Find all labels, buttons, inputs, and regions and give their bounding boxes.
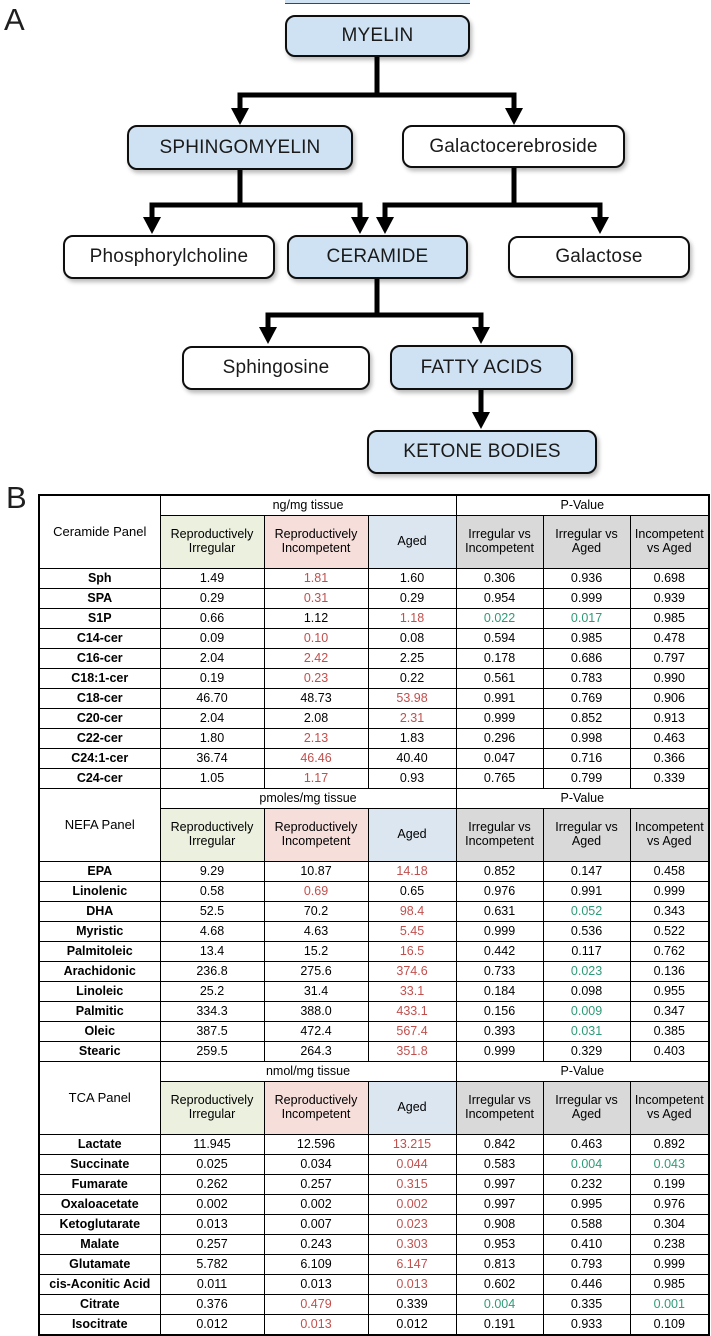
- table-cell: 0.335: [543, 1295, 630, 1315]
- column-header: Irregular vs Aged: [543, 809, 630, 862]
- metabolite-label: C18-cer: [39, 689, 160, 709]
- table-cell: 0.698: [630, 569, 709, 589]
- table-cell: 0.463: [543, 1135, 630, 1155]
- column-header: Reproductively Incompetent: [264, 516, 368, 569]
- table-cell: 40.40: [368, 749, 456, 769]
- table-cell: 0.66: [160, 609, 264, 629]
- table-cell: 13.215: [368, 1135, 456, 1155]
- myelin-metabolism-flowchart: [0, 0, 711, 480]
- table-cell: 9.29: [160, 862, 264, 882]
- table-cell: 0.65: [368, 882, 456, 902]
- table-cell: 2.13: [264, 729, 368, 749]
- table-cell: 15.2: [264, 942, 368, 962]
- table-cell: 53.98: [368, 689, 456, 709]
- table-cell: 0.936: [543, 569, 630, 589]
- flowchart-node-phosphorylcholine: Phosphorylcholine: [63, 235, 275, 279]
- table-row-c24-cer: [39, 769, 709, 789]
- table-cell: 25.2: [160, 982, 264, 1002]
- metabolite-label: C24-cer: [39, 769, 160, 789]
- metabolite-label: Arachidonic: [39, 962, 160, 982]
- table-cell: 236.8: [160, 962, 264, 982]
- table-cell: 0.044: [368, 1155, 456, 1175]
- metabolite-label: Lactate: [39, 1135, 160, 1155]
- table-cell: 0.306: [456, 569, 543, 589]
- table-cell: 0.522: [630, 922, 709, 942]
- table-row-cis-aconitic-acid: [39, 1275, 709, 1295]
- table-cell: 0.842: [456, 1135, 543, 1155]
- table-cell: 0.025: [160, 1155, 264, 1175]
- table-row-c18-1-cer: [39, 669, 709, 689]
- table-cell: 0.588: [543, 1215, 630, 1235]
- table-cell: 0.999: [456, 709, 543, 729]
- table-cell: 5.782: [160, 1255, 264, 1275]
- column-header: Irregular vs Incompetent: [456, 809, 543, 862]
- table-row-oxaloacetate: [39, 1195, 709, 1215]
- table-cell: 4.63: [264, 922, 368, 942]
- table-cell: 31.4: [264, 982, 368, 1002]
- table-cell: 388.0: [264, 1002, 368, 1022]
- table-cell: 264.3: [264, 1042, 368, 1062]
- table-cell: 0.023: [543, 962, 630, 982]
- table-cell: 0.304: [630, 1215, 709, 1235]
- table-cell: 0.178: [456, 649, 543, 669]
- table-cell: 0.793: [543, 1255, 630, 1275]
- table-cell: 0.999: [543, 589, 630, 609]
- flowchart-node-sphingosine: Sphingosine: [182, 346, 370, 390]
- table-cell: 0.08: [368, 629, 456, 649]
- metabolite-label: S1P: [39, 609, 160, 629]
- pvalue-header-nefa-panel: P-Value: [456, 789, 709, 809]
- table-cell: 0.783: [543, 669, 630, 689]
- unit-header-nefa-panel: pmoles/mg tissue: [160, 789, 456, 809]
- table-cell: 374.6: [368, 962, 456, 982]
- table-cell: 0.004: [543, 1155, 630, 1175]
- table-row-ketoglutarate: [39, 1215, 709, 1235]
- table-cell: 0.343: [630, 902, 709, 922]
- table-cell: 0.013: [160, 1215, 264, 1235]
- table-cell: 0.403: [630, 1042, 709, 1062]
- table-cell: 0.23: [264, 669, 368, 689]
- table-cell: 0.191: [456, 1315, 543, 1336]
- table-cell: 0.976: [456, 882, 543, 902]
- table-row-lactate: [39, 1135, 709, 1155]
- column-header: Aged: [368, 809, 456, 862]
- table-cell: 0.339: [630, 769, 709, 789]
- table-cell: 2.08: [264, 709, 368, 729]
- table-cell: 98.4: [368, 902, 456, 922]
- table-cell: 46.46: [264, 749, 368, 769]
- table-cell: 0.002: [368, 1195, 456, 1215]
- table-row-c16-cer: [39, 649, 709, 669]
- table-cell: 0.955: [630, 982, 709, 1002]
- table-cell: 0.013: [368, 1275, 456, 1295]
- table-cell: 0.999: [456, 1042, 543, 1062]
- table-row-fumarate: [39, 1175, 709, 1195]
- table-cell: 0.257: [264, 1175, 368, 1195]
- metabolite-label: Stearic: [39, 1042, 160, 1062]
- table-cell: 0.852: [543, 709, 630, 729]
- panel-label-tca-panel: TCA Panel: [39, 1062, 160, 1135]
- panel-b-label: B: [6, 480, 27, 515]
- table-cell: 0.892: [630, 1135, 709, 1155]
- table-cell: 33.1: [368, 982, 456, 1002]
- table-cell: 0.031: [543, 1022, 630, 1042]
- table-cell: 14.18: [368, 862, 456, 882]
- table-cell: 0.906: [630, 689, 709, 709]
- table-row-linoleic: [39, 982, 709, 1002]
- table-cell: 0.953: [456, 1235, 543, 1255]
- column-header: Irregular vs Aged: [543, 516, 630, 569]
- table-cell: 1.80: [160, 729, 264, 749]
- table-cell: 0.012: [368, 1315, 456, 1336]
- table-cell: 0.366: [630, 749, 709, 769]
- table-cell: 0.29: [160, 589, 264, 609]
- table-cell: 0.999: [456, 922, 543, 942]
- table-cell: 0.043: [630, 1155, 709, 1175]
- table-cell: 0.19: [160, 669, 264, 689]
- table-cell: 0.913: [630, 709, 709, 729]
- table-cell: 0.479: [264, 1295, 368, 1315]
- table-cell: 0.954: [456, 589, 543, 609]
- table-cell: 0.117: [543, 942, 630, 962]
- metabolite-label: Citrate: [39, 1295, 160, 1315]
- table-cell: 351.8: [368, 1042, 456, 1062]
- column-header: Irregular vs Aged: [543, 1082, 630, 1135]
- table-cell: 48.73: [264, 689, 368, 709]
- table-cell: 0.022: [456, 609, 543, 629]
- table-row-epa: [39, 862, 709, 882]
- table-row-c14-cer: [39, 629, 709, 649]
- flowchart-node-galactocerebroside: Galactocerebroside: [402, 125, 625, 168]
- table-cell: 0.09: [160, 629, 264, 649]
- table-row-glutamate: [39, 1255, 709, 1275]
- table-cell: 36.74: [160, 749, 264, 769]
- table-cell: 0.716: [543, 749, 630, 769]
- table-row-succinate: [39, 1155, 709, 1175]
- table-cell: 0.184: [456, 982, 543, 1002]
- table-cell: 0.002: [264, 1195, 368, 1215]
- metabolite-label: DHA: [39, 902, 160, 922]
- table-cell: 1.49: [160, 569, 264, 589]
- flowchart-node-ceramide: CERAMIDE: [287, 235, 468, 279]
- table-cell: 0.376: [160, 1295, 264, 1315]
- column-header: Aged: [368, 516, 456, 569]
- table-cell: 0.733: [456, 962, 543, 982]
- table-cell: 0.243: [264, 1235, 368, 1255]
- table-cell: 0.136: [630, 962, 709, 982]
- table-cell: 12.596: [264, 1135, 368, 1155]
- table-cell: 0.93: [368, 769, 456, 789]
- table-row-citrate: [39, 1295, 709, 1315]
- table-row-stearic: [39, 1042, 709, 1062]
- table-cell: 0.147: [543, 862, 630, 882]
- table-cell: 0.985: [543, 629, 630, 649]
- table-cell: 16.5: [368, 942, 456, 962]
- table-cell: 0.004: [456, 1295, 543, 1315]
- table-cell: 2.42: [264, 649, 368, 669]
- table-cell: 0.997: [456, 1175, 543, 1195]
- table-cell: 0.939: [630, 589, 709, 609]
- table-cell: 0.769: [543, 689, 630, 709]
- table-cell: 0.232: [543, 1175, 630, 1195]
- table-cell: 0.991: [543, 882, 630, 902]
- table-row-linolenic: [39, 882, 709, 902]
- table-row-palmitoleic: [39, 942, 709, 962]
- flowchart-node-sphingomyelin: SPHINGOMYELIN: [127, 125, 353, 170]
- metabolite-label: Linoleic: [39, 982, 160, 1002]
- metabolite-label: cis-Aconitic Acid: [39, 1275, 160, 1295]
- table-cell: 0.156: [456, 1002, 543, 1022]
- table-row-arachidonic: [39, 962, 709, 982]
- table-cell: 0.765: [456, 769, 543, 789]
- metabolite-label: C24:1-cer: [39, 749, 160, 769]
- table-cell: 0.347: [630, 1002, 709, 1022]
- table-row-palmitic: [39, 1002, 709, 1022]
- metabolite-data-table: [38, 494, 710, 1336]
- table-cell: 0.013: [264, 1315, 368, 1336]
- table-row-c24-1-cer: [39, 749, 709, 769]
- table-row-isocitrate: [39, 1315, 709, 1336]
- table-cell: 0.013: [264, 1275, 368, 1295]
- table-cell: 1.12: [264, 609, 368, 629]
- metabolite-label: Linolenic: [39, 882, 160, 902]
- table-cell: 10.87: [264, 862, 368, 882]
- column-header: Reproductively Irregular: [160, 516, 264, 569]
- table-cell: 0.762: [630, 942, 709, 962]
- table-cell: 2.04: [160, 649, 264, 669]
- column-header: Irregular vs Incompetent: [456, 1082, 543, 1135]
- flowchart-node-fatty-acids: FATTY ACIDS: [390, 345, 573, 390]
- table-cell: 0.995: [543, 1195, 630, 1215]
- table-cell: 0.58: [160, 882, 264, 902]
- table-cell: 0.047: [456, 749, 543, 769]
- table-cell: 0.999: [630, 1255, 709, 1275]
- table-cell: 0.999: [630, 882, 709, 902]
- table-cell: 0.998: [543, 729, 630, 749]
- table-cell: 6.147: [368, 1255, 456, 1275]
- table-row-dha: [39, 902, 709, 922]
- table-cell: 0.29: [368, 589, 456, 609]
- table-cell: 0.442: [456, 942, 543, 962]
- table-cell: 275.6: [264, 962, 368, 982]
- pvalue-header-tca-panel: P-Value: [456, 1062, 709, 1082]
- table-cell: 0.478: [630, 629, 709, 649]
- pvalue-header-ceramide-panel: P-Value: [456, 495, 709, 516]
- metabolite-label: Malate: [39, 1235, 160, 1255]
- table-cell: 70.2: [264, 902, 368, 922]
- table-cell: 0.023: [368, 1215, 456, 1235]
- metabolite-label: Palmitoleic: [39, 942, 160, 962]
- metabolite-label: Succinate: [39, 1155, 160, 1175]
- table-cell: 0.990: [630, 669, 709, 689]
- table-cell: 0.017: [543, 609, 630, 629]
- table-cell: 0.385: [630, 1022, 709, 1042]
- metabolite-label: Palmitic: [39, 1002, 160, 1022]
- table-cell: 4.68: [160, 922, 264, 942]
- table-row-c20-cer: [39, 709, 709, 729]
- table-cell: 567.4: [368, 1022, 456, 1042]
- table-cell: 0.561: [456, 669, 543, 689]
- table-cell: 2.04: [160, 709, 264, 729]
- table-cell: 0.296: [456, 729, 543, 749]
- metabolite-label: Oxaloacetate: [39, 1195, 160, 1215]
- metabolite-label: C22-cer: [39, 729, 160, 749]
- table-cell: 0.393: [456, 1022, 543, 1042]
- metabolite-label: C18:1-cer: [39, 669, 160, 689]
- table-cell: 11.945: [160, 1135, 264, 1155]
- table-cell: 0.446: [543, 1275, 630, 1295]
- table-cell: 0.985: [630, 609, 709, 629]
- unit-header-ceramide-panel: ng/mg tissue: [160, 495, 456, 516]
- table-cell: 0.002: [160, 1195, 264, 1215]
- table-cell: 46.70: [160, 689, 264, 709]
- table-cell: 0.199: [630, 1175, 709, 1195]
- metabolite-label: Ketoglutarate: [39, 1215, 160, 1235]
- flowchart-node-galactose: Galactose: [508, 236, 690, 278]
- column-header: Reproductively Irregular: [160, 1082, 264, 1135]
- table-cell: 13.4: [160, 942, 264, 962]
- table-cell: 0.011: [160, 1275, 264, 1295]
- table-cell: 0.602: [456, 1275, 543, 1295]
- table-cell: 0.22: [368, 669, 456, 689]
- table-cell: 5.45: [368, 922, 456, 942]
- table-cell: 0.997: [456, 1195, 543, 1215]
- table-row-s1p: [39, 609, 709, 629]
- metabolite-label: Fumarate: [39, 1175, 160, 1195]
- table-cell: 0.908: [456, 1215, 543, 1235]
- table-cell: 0.797: [630, 649, 709, 669]
- table-cell: 0.262: [160, 1175, 264, 1195]
- table-cell: 259.5: [160, 1042, 264, 1062]
- table-cell: 2.25: [368, 649, 456, 669]
- table-row-spa: [39, 589, 709, 609]
- table-cell: 1.18: [368, 609, 456, 629]
- column-header: Reproductively Irregular: [160, 809, 264, 862]
- table-cell: 387.5: [160, 1022, 264, 1042]
- column-header: Irregular vs Incompetent: [456, 516, 543, 569]
- table-cell: 2.31: [368, 709, 456, 729]
- table-cell: 0.458: [630, 862, 709, 882]
- flowchart-node-myelin: MYELIN: [285, 15, 470, 57]
- column-header: Aged: [368, 1082, 456, 1135]
- column-header: Incompetent vs Aged: [630, 809, 709, 862]
- table-cell: 0.852: [456, 862, 543, 882]
- flowchart-node-ketone-bodies: KETONE BODIES: [367, 430, 597, 474]
- table-cell: 0.463: [630, 729, 709, 749]
- table-cell: 0.991: [456, 689, 543, 709]
- table-cell: 0.583: [456, 1155, 543, 1175]
- table-row-c18-cer: [39, 689, 709, 709]
- column-header: Reproductively Incompetent: [264, 809, 368, 862]
- table-cell: 0.985: [630, 1275, 709, 1295]
- table-cell: 0.976: [630, 1195, 709, 1215]
- table-cell: 0.257: [160, 1235, 264, 1255]
- table-cell: 6.109: [264, 1255, 368, 1275]
- table-cell: 0.034: [264, 1155, 368, 1175]
- table-cell: 0.315: [368, 1175, 456, 1195]
- table-cell: 433.1: [368, 1002, 456, 1022]
- table-cell: 0.686: [543, 649, 630, 669]
- table-cell: 0.339: [368, 1295, 456, 1315]
- column-header: Incompetent vs Aged: [630, 516, 709, 569]
- table-cell: 0.007: [264, 1215, 368, 1235]
- panel-a-label: A: [4, 2, 25, 37]
- table-row-myristic: [39, 922, 709, 942]
- table-cell: 0.410: [543, 1235, 630, 1255]
- table-cell: 0.109: [630, 1315, 709, 1336]
- table-cell: 0.594: [456, 629, 543, 649]
- table-cell: 0.631: [456, 902, 543, 922]
- metabolite-label: Sph: [39, 569, 160, 589]
- table-cell: 52.5: [160, 902, 264, 922]
- metabolite-label: Myristic: [39, 922, 160, 942]
- unit-header-tca-panel: nmol/mg tissue: [160, 1062, 456, 1082]
- table-row-oleic: [39, 1022, 709, 1042]
- metabolite-label: SPA: [39, 589, 160, 609]
- table-cell: 1.83: [368, 729, 456, 749]
- metabolite-label: Isocitrate: [39, 1315, 160, 1336]
- table-row-sph: [39, 569, 709, 589]
- metabolite-label: Oleic: [39, 1022, 160, 1042]
- table-cell: 334.3: [160, 1002, 264, 1022]
- table-cell: 0.238: [630, 1235, 709, 1255]
- metabolite-label: C16-cer: [39, 649, 160, 669]
- metabolite-label: C14-cer: [39, 629, 160, 649]
- column-header: Incompetent vs Aged: [630, 1082, 709, 1135]
- table-cell: 0.012: [160, 1315, 264, 1336]
- table-cell: 0.10: [264, 629, 368, 649]
- table-cell: 1.60: [368, 569, 456, 589]
- metabolite-label: Glutamate: [39, 1255, 160, 1275]
- table-cell: 0.31: [264, 589, 368, 609]
- table-cell: 1.81: [264, 569, 368, 589]
- panel-label-nefa-panel: NEFA Panel: [39, 789, 160, 862]
- table-cell: 1.17: [264, 769, 368, 789]
- table-cell: 1.05: [160, 769, 264, 789]
- table-row-c22-cer: [39, 729, 709, 749]
- table-cell: 0.052: [543, 902, 630, 922]
- table-cell: 0.813: [456, 1255, 543, 1275]
- table-cell: 0.536: [543, 922, 630, 942]
- column-header: Reproductively Incompetent: [264, 1082, 368, 1135]
- table-cell: 0.001: [630, 1295, 709, 1315]
- panel-label-ceramide-panel: Ceramide Panel: [39, 495, 160, 569]
- table-row-malate: [39, 1235, 709, 1255]
- table-cell: 0.799: [543, 769, 630, 789]
- table-cell: 0.009: [543, 1002, 630, 1022]
- table-cell: 0.303: [368, 1235, 456, 1255]
- table-cell: 0.69: [264, 882, 368, 902]
- table-cell: 472.4: [264, 1022, 368, 1042]
- table-cell: 0.329: [543, 1042, 630, 1062]
- table-cell: 0.098: [543, 982, 630, 1002]
- table-cell: 0.933: [543, 1315, 630, 1336]
- metabolite-label: C20-cer: [39, 709, 160, 729]
- metabolite-label: EPA: [39, 862, 160, 882]
